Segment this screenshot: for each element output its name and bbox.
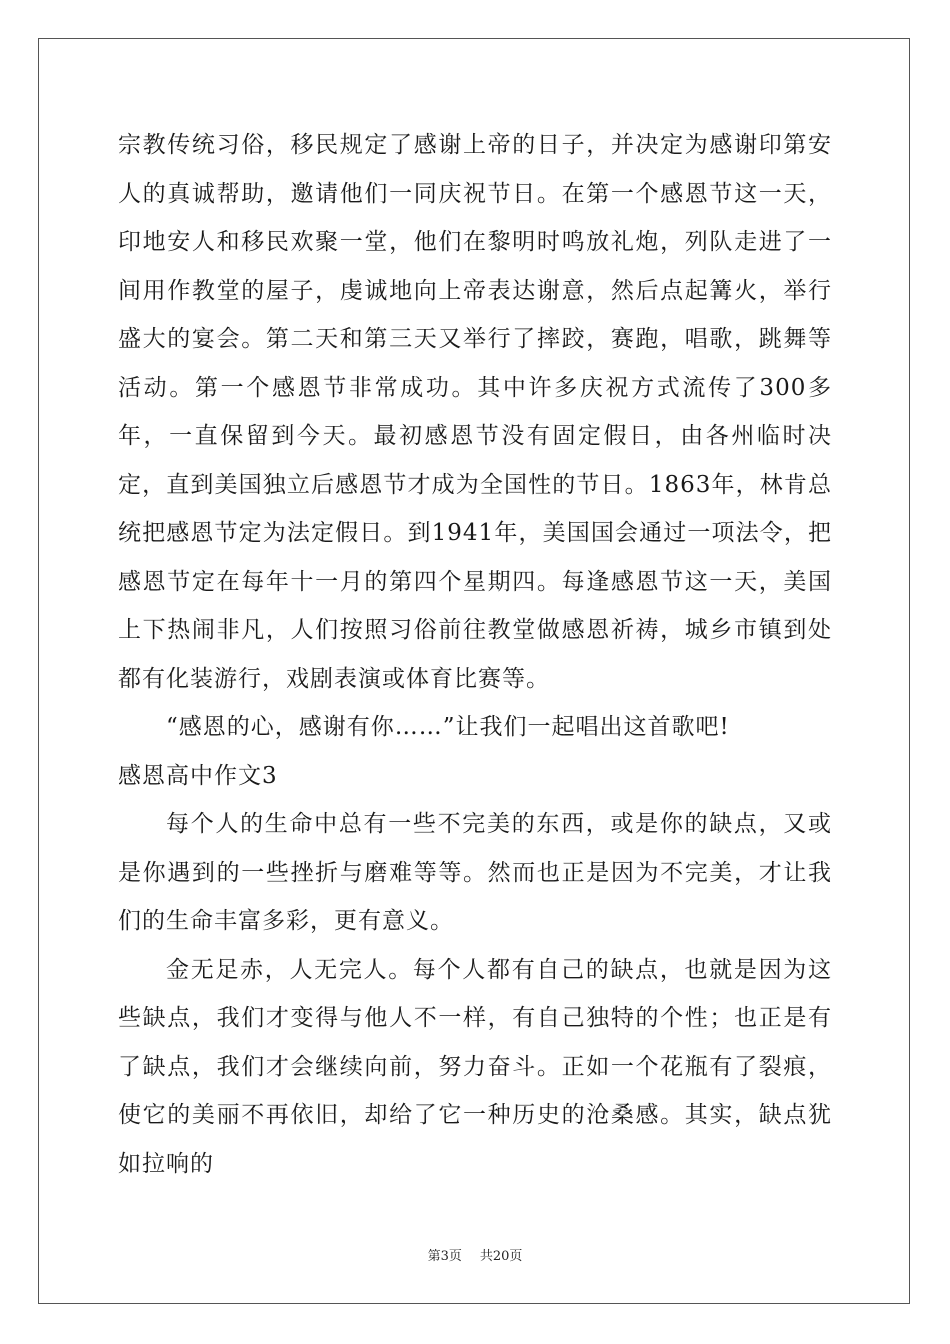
paragraph-imperfection: 每个人的生命中总有一些不完美的东西，或是你的缺点，又或是你遇到的一些挫折与磨难等等。然而也正是因为不完美，才让我们的生命丰富多彩，更有意义。 — [118, 811, 832, 934]
section-heading: 感恩高中作文3 — [118, 762, 278, 789]
page-footer — [0, 1245, 950, 1264]
page-total: 共20页 — [479, 1249, 523, 1264]
paragraph-history: 宗教传统习俗，移民规定了感谢上帝的日子，并决定为感谢印第安人的真诚帮助，邀请他们一同庆祝节日。在第一个感恩节这一天，印地安人和移民欢聚一堂，他们在黎明时鸣放礼炮，列队走进了一间用作教堂的屋子，虔诚地向上帝表达谢意，然后点起篝火，举行盛大的宴会。第二天和第三天又举行了摔跤，赛跑，唱歌，跳舞等活动。第一个感恩节非常成功。其中许多庆祝方式流传了300多年，一直保留到今天。最初感恩节没有固定假日，由各州临时决定，直到美国独立后感恩节才成为全国性的节日。1863年，林肯总统把感恩节定为法定假日。到1941年，美国国会通过一项法令，把感恩节定在每年十一月的第四个星期四。每逢感恩节这一天，美国上下热闹非凡，人们按照习俗前往教堂做感恩祈祷，城乡市镇到处都有化装游行，戏剧表演或体育比赛等。 — [118, 132, 832, 692]
paragraph-flaws: 金无足赤，人无完人。每个人都有自己的缺点，也就是因为这些缺点，我们才变得与他人不一样，有自己独特的个性；也正是有了缺点，我们才会继续向前，努力奋斗。正如一个花瓶有了裂痕，使它的美丽不再依旧，却给了它一种历史的沧桑感。其实，缺点犹如拉响的 — [118, 956, 832, 1177]
page-number: 第3页 — [427, 1249, 462, 1264]
paragraph-song: “感恩的心，感谢有你……”让我们一起唱出这首歌吧! — [166, 714, 730, 740]
document-body — [118, 121, 832, 1188]
